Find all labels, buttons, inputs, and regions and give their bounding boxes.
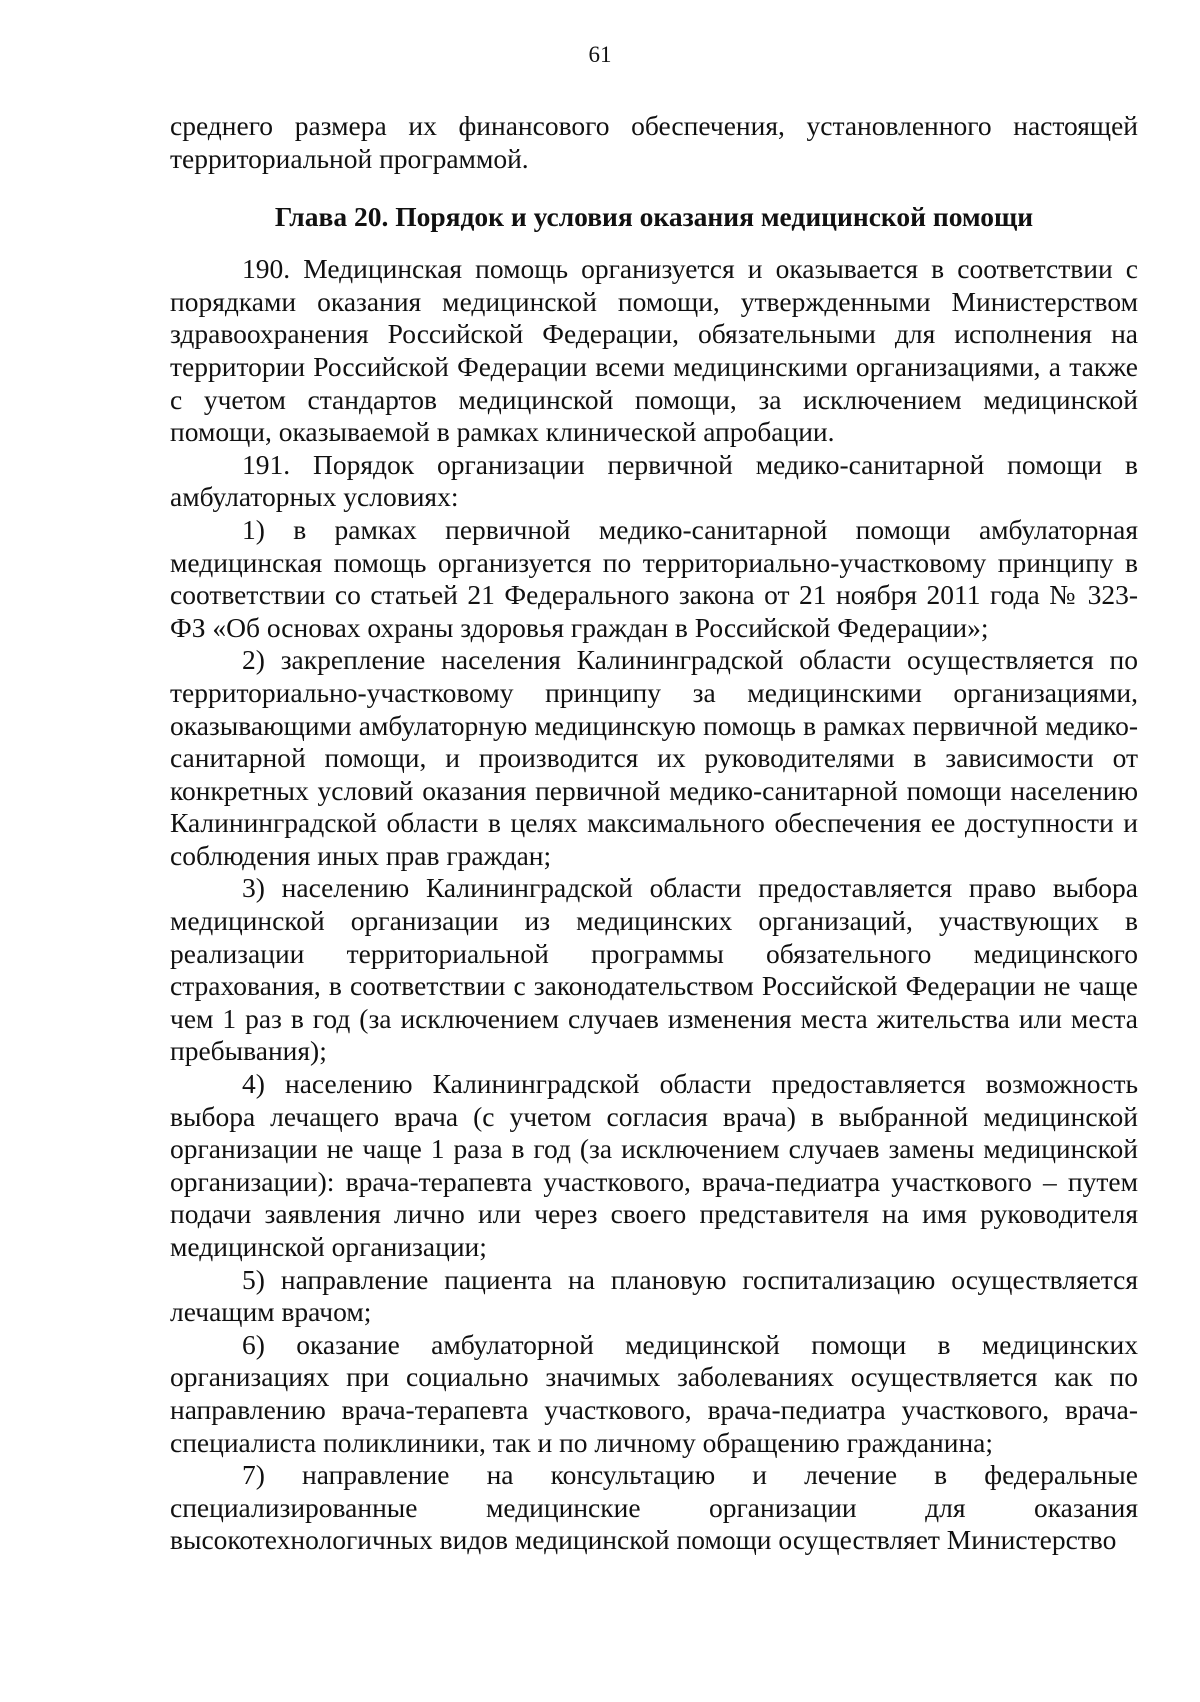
list-item-3: 3) населению Калининградской области предоставляется право выбора медицинской организации из медицинских организаций, участвующих в реализации территориальной программы обязательного медицинского страхования, в соответствии с законодательством Российской Федерации не чаще чем 1 раз в год (за исключением случаев изменения места жительства или места пребывания); (170, 872, 1138, 1067)
list-item-2: 2) закрепление населения Калининградской области осуществляется по территориально-участковому принципу за медицинскими организациями, оказывающими амбулаторную медицинскую помощь в рамках первичной медико-санитарной помощи, и производится их руководителями в зависимости от конкретных условий оказания первичной медико-санитарной помощи населению Калининградской области в целях максимального обеспечения ее доступности и соблюдения иных прав граждан; (170, 644, 1138, 871)
list-item-1: 1) в рамках первичной медико-санитарной помощи амбулаторная медицинская помощь организуется по территориально-участковому принципу в соответствии со статьей 21 Федерального закона от 21 ноября 2011 года № 323-ФЗ «Об основах охраны здоровья граждан в Российской Федерации»; (170, 513, 1138, 643)
chapter-heading: Глава 20. Порядок и условия оказания медицинской помощи (274, 201, 1034, 233)
paragraph-190: 190. Медицинская помощь организуется и оказывается в соответствии с порядками оказания медицинской помощи, утвержденными Министерством здравоохранения Российской Федерации, обязательными для исполнения на территории Российской Федерации всеми медицинскими организациями, а также с учетом стандартов медицинской помощи, за исключением медицинской помощи, оказываемой в рамках клинической апробации. (170, 253, 1138, 448)
document-body (170, 110, 1138, 1557)
page-number: 61 (588, 42, 612, 67)
list-item-6: 6) оказание амбулаторной медицинской помощи в медицинских организациях при социально значимых заболеваниях осуществляется как по направлению врача-терапевта участкового, врача-педиатра участкового, врача-специалиста поликлиники, так и по личному обращению гражданина; (170, 1328, 1138, 1458)
paragraph-191: 191. Порядок организации первичной медико-санитарной помощи в амбулаторных условиях: (170, 448, 1138, 513)
list-item-7: 7) направление на консультацию и лечение в федеральные специализированные медицинские организации для оказания высокотехнологичных видов медицинской помощи осуществляет Министерство (170, 1459, 1138, 1556)
list-item-5: 5) направление пациента на плановую госпитализацию осуществляется лечащим врачом; (170, 1263, 1138, 1328)
intro-paragraph: среднего размера их финансового обеспечения, установленного настоящей территориальной программой. (170, 110, 1138, 174)
list-item-4: 4) населению Калининградской области предоставляется возможность выбора лечащего врача (с учетом согласия врача) в выбранной медицинской организации не чаще 1 раза в год (за исключением случаев замены медицинской организации): врача-терапевта участкового, врача-педиатра участкового – путем подачи заявления лично или через своего представителя на имя руководителя медицинской организации; (170, 1068, 1138, 1262)
